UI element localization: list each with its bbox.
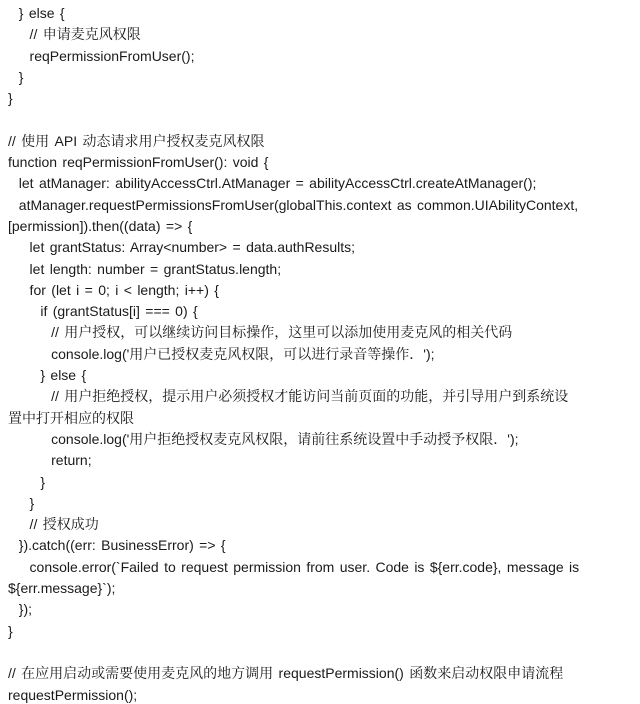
code-line: function reqPermissionFromUser(): void { xyxy=(8,154,269,171)
code-line: // 在应用启动或需要使用麦克风的地方调用 requestPermission() 函数来启动权限申请流程 xyxy=(8,665,564,682)
code-line: return; xyxy=(8,452,92,469)
code-line: if (grantStatus[i] === 0) { xyxy=(8,303,198,320)
code-line: // 用户授权，可以继续访问目标操作，这里可以添加使用麦克风的相关代码 xyxy=(8,324,513,341)
code-line: atManager.requestPermissionsFromUser(globalThis.context as common.UIAbilityContext, xyxy=(8,196,579,213)
code-line: console.log('用户拒绝授权麦克风权限，请前往系统设置中手动授予权限．'); xyxy=(8,430,519,447)
code-line: // 申请麦克风权限 xyxy=(8,26,141,43)
code-line: let atManager: abilityAccessCtrl.AtManager = abilityAccessCtrl.createAtManager(); xyxy=(8,175,537,192)
code-line: } xyxy=(8,622,13,639)
code-line xyxy=(8,109,634,130)
code-line: console.error(`Failed to request permission from user. Code is ${err.code}, message is xyxy=(8,558,580,575)
code-line: console.log('用户已授权麦克风权限，可以进行录音等操作．'); xyxy=(8,345,435,362)
code-line: } xyxy=(8,473,46,490)
code-line: requestPermission(); xyxy=(8,686,138,703)
code-line: // 授权成功 xyxy=(8,516,99,533)
code-line: } else { xyxy=(8,5,65,21)
code-line: } xyxy=(8,90,13,107)
code-line: for (let i = 0; i < length; i++) { xyxy=(8,281,219,298)
code-line: // 用户拒绝授权，提示用户必须授权才能访问当前页面的功能，并引导用户到系统设 xyxy=(8,388,569,405)
code-block xyxy=(8,3,634,704)
code-line: }); xyxy=(8,601,33,618)
code-line: reqPermissionFromUser(); xyxy=(8,47,195,64)
code-line: }).catch((err: BusinessError) => { xyxy=(8,537,226,554)
code-line: let length: number = grantStatus.length; xyxy=(8,260,282,277)
code-line: } xyxy=(8,68,24,85)
code-line: let grantStatus: Array<number> = data.authResults; xyxy=(8,239,356,256)
code-line: } xyxy=(8,494,35,511)
code-line: ${err.message}`); xyxy=(8,580,116,597)
code-line: [permission]).then((data) => { xyxy=(8,217,193,234)
code-line: 置中打开相应的权限 xyxy=(8,409,134,426)
code-line: // 使用 API 动态请求用户授权麦克风权限 xyxy=(8,132,265,149)
code-line: } else { xyxy=(8,367,87,384)
code-line xyxy=(8,642,634,663)
